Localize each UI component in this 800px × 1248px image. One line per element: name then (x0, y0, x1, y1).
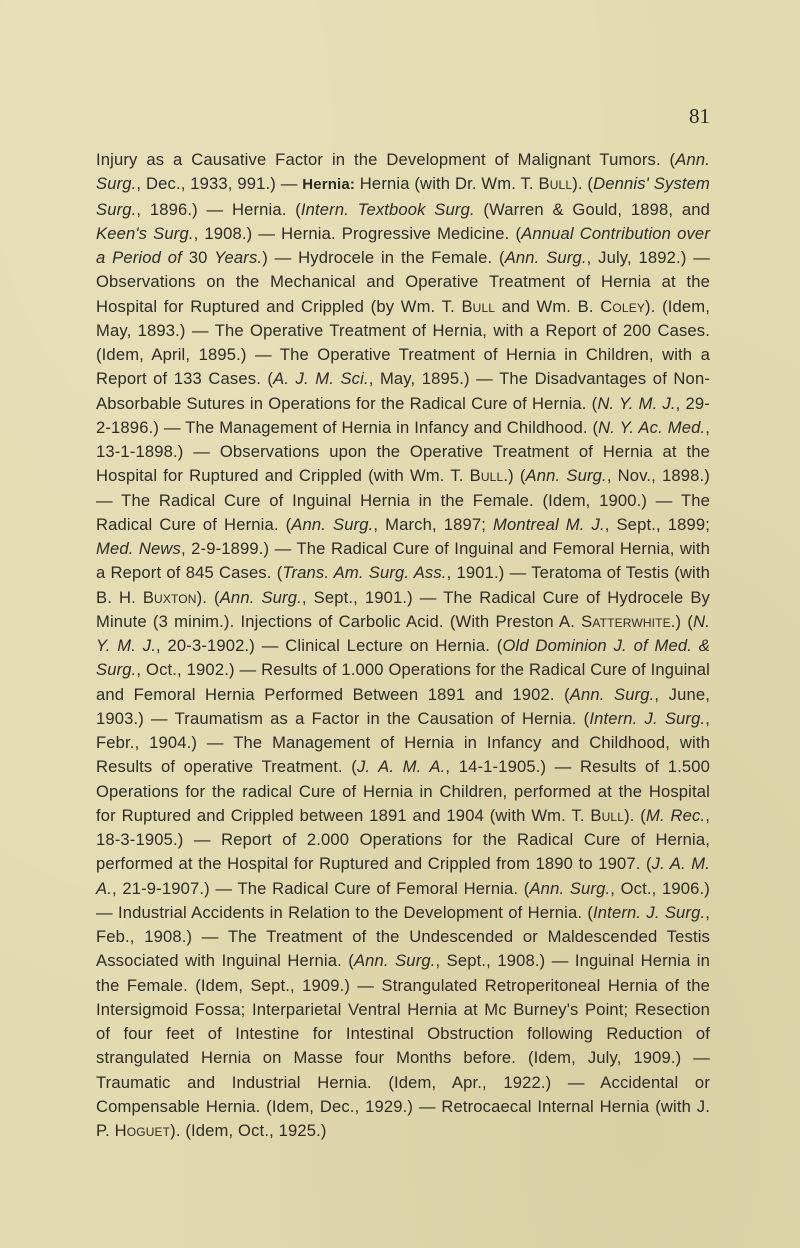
text-segment: , 18-3-1905.) — Report of 2.000 Operations for the Radical Cure of Hernia, performed at the Hospital for Ruptured and Crippled from 1890 to 1907. ( (96, 805, 710, 874)
text-segment: J. A. M. A. (356, 757, 446, 777)
text-segment: Intern. J. Surg. (589, 708, 706, 728)
text-segment: , July, 1892.) — Observations on the Mechanical and Operative Treatment of Hernia at the Hospital for Ruptured and Crippled (by Wm. T. (96, 248, 711, 316)
text-segment: , Sept., 1899; (604, 514, 710, 534)
text-segment: , Sept., 1901.) — The Radical Cure of Hydrocele By Minute (3 minim.). Injections of Carbolic Acid. (With Preston A. (96, 587, 710, 631)
text-segment: .) ( (503, 466, 526, 486)
text-segment: ). (Idem, Oct., 1925.) (170, 1121, 327, 1140)
text-segment: , Oct., 1906.) — Industrial Accidents in Relation to the Development of Hernia. ( (96, 878, 710, 922)
text-segment: ). ( (624, 805, 646, 825)
text-segment: Med. News (96, 539, 181, 558)
text-segment: , 1908.) — Hernia. Progressive Medicine. ( (193, 223, 522, 243)
text-segment: , 1896.) — Hernia. ( (136, 199, 301, 219)
text-segment: Bull (538, 174, 573, 194)
text-segment: Intern. Textbook Surg. (300, 199, 475, 219)
text-segment: Bull (461, 296, 496, 316)
text-segment: , Febr., 1904.) — The Management of Hernia in Infancy and Childhood, with Results of operative Treatment. ( (96, 708, 710, 777)
text-segment: M. Rec. (645, 805, 706, 825)
text-segment: 30 (181, 248, 215, 267)
text-segment: Hernia: (302, 176, 355, 194)
text-segment: , 13-1-1898.) — Observations upon the Operative Treatment of Hernia at the Hospital for Ruptured and Crippled (with Wm. T. (96, 417, 710, 486)
text-segment: Ann. Surg. (504, 248, 587, 267)
text-segment: ). (Idem, May, 1893.) — The Operative Treatment of Hernia, with a Report of 200 Cases. (Idem, April, 1895.) — The Operative Treatment of Hernia in Children, with a Report of 133 Cases. ( (96, 296, 710, 389)
text-segment: , Oct., 1902.) — Results of 1.000 Operations for the Radical Cure of Inguinal and Femoral Hernia Performed Between 1891 and 1902. ( (96, 660, 710, 704)
text-segment: (Warren & Gould, 1898, and (474, 199, 710, 219)
text-segment: Buxton (142, 587, 197, 607)
text-segment: Keen's Surg. (96, 223, 194, 243)
text-segment: A. J. M. Sci. (273, 369, 369, 389)
text-segment: , Dec., 1933, 991.) — (136, 174, 303, 194)
text-segment: , 14-1-1905.) — Results of 1.500 Operations for the radical Cure of Hernia in Children, performed at the Hospital for Ruptured and Crippled between 1891 and 1904 (with Wm. T. (96, 757, 710, 825)
text-segment: Ann. Surg. (219, 587, 302, 607)
text-segment: , Nov., 1898.) — The Radical Cure of Inguinal Hernia in the Female. (Idem, 1900.) — The Radical Cure of Hernia. ( (96, 466, 710, 534)
text-segment: , May, 1895.) — The Disadvantages of Non-Absorbable Sutures in Operations for the Radical Cure of Hernia. ( (96, 369, 710, 413)
text-segment: , March, 1897; (373, 514, 494, 534)
text-segment: Trans. Am. Surg. Ass. (282, 563, 447, 583)
text-segment: and Wm. B. (495, 296, 601, 316)
text-segment: , 21-9-1907.) — The Radical Cure of Femoral Hernia. ( (111, 878, 530, 898)
text-segment: Injury as a Causative Factor in the Development of Malignant Tumors. ( (96, 150, 676, 169)
text-segment: Hoguet (114, 1121, 171, 1140)
text-segment: , 20-3-1902.) — Clinical Lecture on Hernia. ( (155, 636, 503, 655)
text-segment: Satterwhite (581, 611, 671, 631)
text-segment: Ann. Surg. (529, 878, 611, 898)
text-segment: ). ( (572, 174, 594, 194)
text-segment: ) — Hydrocele in the Female. ( (262, 248, 505, 267)
text-segment: , June, 1903.) — Traumatism as a Factor in the Causation of Hernia. ( (96, 684, 710, 728)
text-segment: .) ( (670, 611, 694, 631)
text-segment: Hernia (with Dr. Wm. T. (355, 174, 539, 194)
text-segment: Bull (469, 466, 504, 486)
text-segment: Years. (214, 248, 263, 267)
text-segment: , Feb., 1908.) — The Treatment of the Undescended or Maldescended Testis Associated with Inguinal Hernia. ( (96, 902, 710, 971)
text-segment: Ann. Surg. (525, 466, 607, 486)
text-segment: N. Y. M. J. (96, 611, 710, 655)
text-segment: Annual Contribution over a Period of (96, 223, 710, 267)
text-segment: ). ( (196, 587, 220, 607)
text-segment: Dennis' System Surg. (96, 174, 711, 219)
bibliography-paragraph (96, 148, 710, 1143)
text-segment: Montreal M. J. (493, 514, 605, 534)
text-segment: N. Y. Ac. Med. (598, 417, 706, 437)
page-number: 81 (689, 104, 710, 128)
text-segment: J. A. M. A. (96, 854, 710, 898)
text-segment: N. Y. M. J. (597, 393, 676, 413)
text-segment: , Sept., 1908.) — Inguinal Hernia in the Female. (Idem, Sept., 1909.) — Strangulated Retroperitoneal Hernia of the Intersigmoid Fossa; Interparietal Ventral Hernia at Mc Burney's Point; Resection of four feet of Intestine for Intestinal Obstruction following Reduction of strangulated Hernia on Masse four Months before. (Idem, July, 1909.) — Traumatic and Industrial Hernia. (Idem, Apr., 1922.) — Accidental or Compensable Hernia. (Idem, Dec., 1929.) — Retrocaecal Internal Hernia (with J. P. (96, 951, 710, 1140)
text-segment: Ann. Surg. (291, 514, 374, 534)
text-segment: Intern. J. Surg. (593, 902, 706, 922)
text-segment: Old Dominion J. of Med. & Surg. (96, 636, 710, 680)
text-segment: Ann. Surg. (569, 684, 655, 704)
text-segment: , 2-9-1899.) — The Radical Cure of Inguinal and Femoral Hernia, with a Report of 845 Cases. ( (96, 539, 710, 583)
text-segment: Ann. Surg. (353, 951, 436, 971)
text-segment: , 29-2-1896.) — The Management of Hernia in Infancy and Childhood. ( (96, 393, 710, 437)
text-segment: Coley (600, 296, 646, 316)
text-segment: Ann. Surg. (96, 150, 710, 194)
text-segment: , 1901.) — Teratoma of Testis (with B. H. (96, 563, 711, 607)
text-segment: Bull (590, 805, 625, 825)
